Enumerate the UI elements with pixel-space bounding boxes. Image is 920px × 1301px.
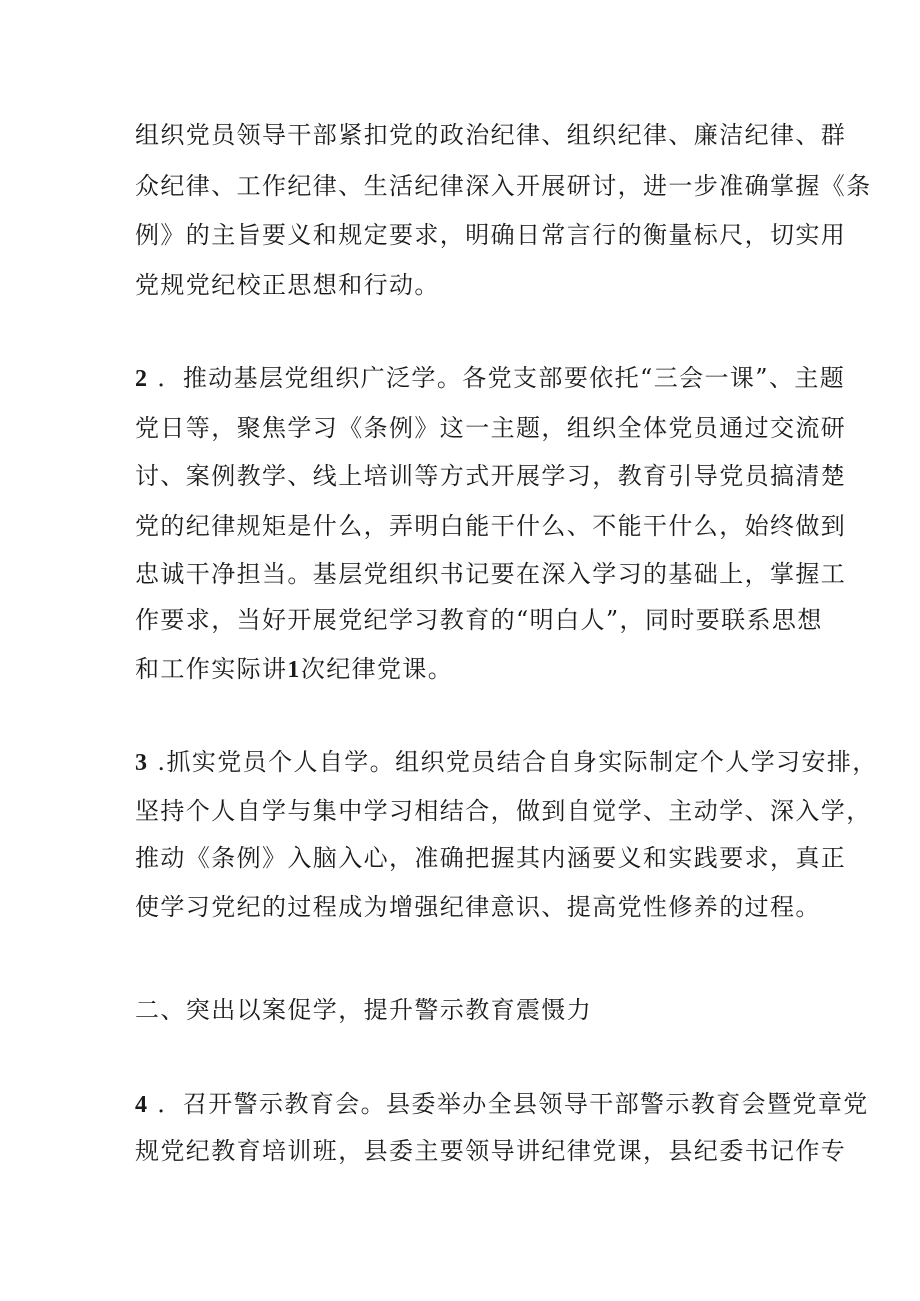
paragraph-line [135,747,878,778]
section-heading: 二、突出以案促学，提升警示教育震慑力 [135,996,593,1024]
paragraph-text: .抓实党员个人自学。组织党员结合自身实际制定个人学习安排， [148,748,878,776]
paragraph-line: 党日等，聚焦学习《条例》这一主题，组织全体党员通过交流研 [135,414,847,442]
paragraph-line: 坚持个人自学与集中学习相结合，做到自觉学、主动学、深入学， [135,797,872,825]
paragraph-line [135,1089,869,1120]
paragraph-line: 作要求，当好开展党纪学习教育的“明白人”，同时要联系思想 [135,606,823,634]
paragraph-line: 推动《条例》入脑入心，准确把握其内涵要义和实践要求，真正 [135,844,847,872]
paragraph-line [135,363,846,394]
paragraph-line [135,654,805,685]
paragraph-line: 例》的主旨要义和规定要求，明确日常言行的衡量标尺，切实用 [135,221,847,249]
paragraph-line: 规党纪教育培训班，县委主要领导讲纪律党课，县纪委书记作专 [135,1137,847,1165]
paragraph-line: 党规党纪校正思想和行动。 [135,271,440,299]
paragraph-line: 党的纪律规矩是什么，弄明白能干什么、不能干什么，始终做到 [135,512,847,540]
paragraph-text: 和工作实际讲 [135,655,288,683]
paragraph-text: ．推动基层党组织广泛学。各党支部要依托“三会一课”、主题 [148,364,846,392]
paragraph-line: 忠诚干净担当。基层党组织书记要在深入学习的基础上，掌握工 [135,560,847,588]
paragraph-line: 讨、案例教学、线上培训等方式开展学习，教育引导党员搞清楚 [135,462,847,490]
paragraph-line: 组织党员领导干部紧扣党的政治纪律、组织纪律、廉洁纪律、群 [135,121,847,149]
paragraph-text: 次纪律党课。 [300,655,454,683]
item-number: 3 [135,750,149,776]
paragraph-line: 众纪律、工作纪律、生活纪律深入开展研讨，进一步准确掌握《条 [135,172,872,200]
paragraph-text: ．召开警示教育会。县委举办全县领导干部警示教育会暨党章党 [148,1090,869,1118]
item-number: 4 [135,1092,149,1118]
paragraph-line: 使学习党纪的过程成为增强纪律意识、提高党性修养的过程。 [135,893,821,921]
item-number: 2 [135,366,149,392]
inline-number: 1 [287,657,301,683]
